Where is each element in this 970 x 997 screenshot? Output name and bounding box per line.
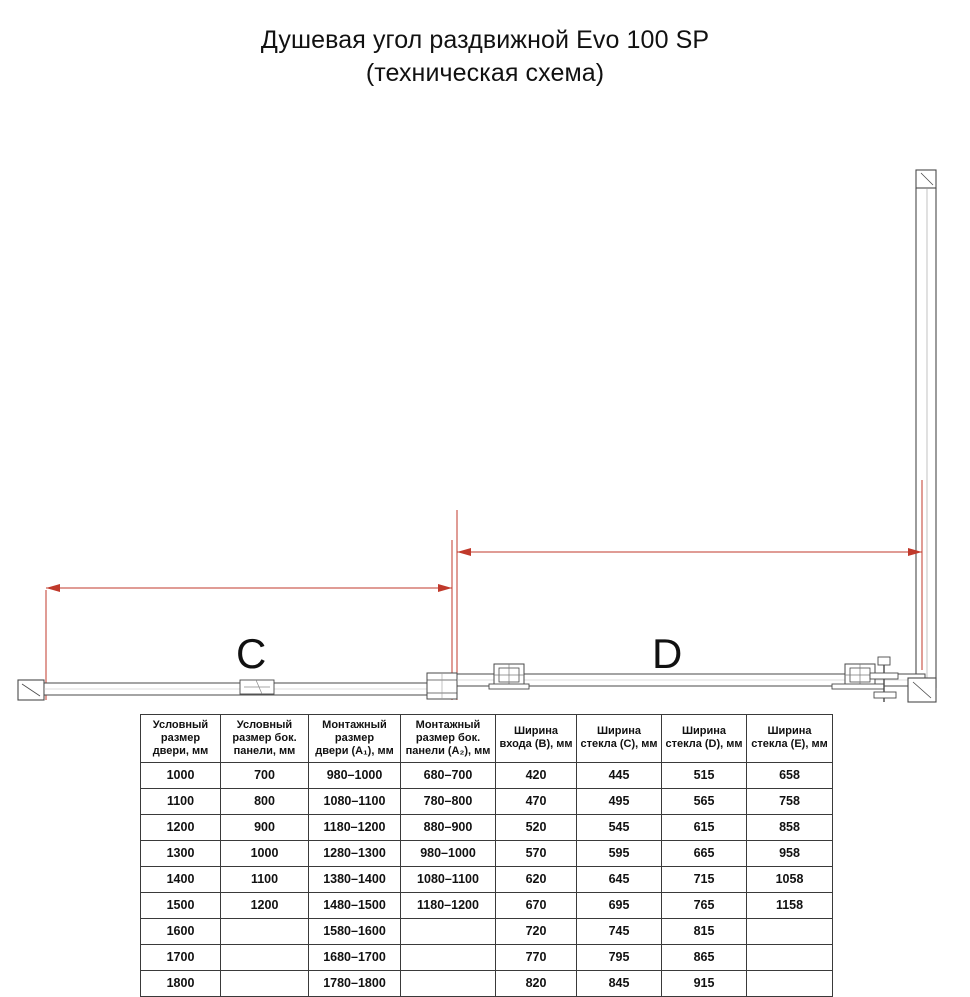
cell: 545 bbox=[577, 814, 662, 840]
cell: 1180–1200 bbox=[309, 814, 401, 840]
title-line-1: Душевая угол раздвижной Evo 100 SP bbox=[260, 26, 710, 54]
col-header-6: Ширина стекла (D), мм bbox=[662, 715, 747, 763]
col-header-1: Условный размер бок. панели, мм bbox=[221, 715, 309, 763]
cell-empty bbox=[747, 944, 833, 970]
col-header-7: Ширина стекла (E), мм bbox=[747, 715, 833, 763]
table-row bbox=[141, 788, 833, 814]
cell: 515 bbox=[662, 762, 747, 788]
title-line-2: (техническая схема) bbox=[365, 59, 605, 87]
drawing-svg bbox=[0, 140, 970, 720]
table-row bbox=[141, 762, 833, 788]
dimension-label-d: D bbox=[652, 630, 683, 677]
cell: 1158 bbox=[747, 892, 833, 918]
cell: 765 bbox=[662, 892, 747, 918]
cell: 470 bbox=[496, 788, 577, 814]
cell: 1700 bbox=[141, 944, 221, 970]
cell: 658 bbox=[747, 762, 833, 788]
cell: 1500 bbox=[141, 892, 221, 918]
cell: 620 bbox=[496, 866, 577, 892]
table-row bbox=[141, 840, 833, 866]
cell: 795 bbox=[577, 944, 662, 970]
col-header-4: Ширина входа (B), мм bbox=[496, 715, 577, 763]
center-junction-profile bbox=[427, 673, 457, 699]
cell-empty bbox=[401, 918, 496, 944]
table-row bbox=[141, 918, 833, 944]
cell: 958 bbox=[747, 840, 833, 866]
technical-drawing bbox=[0, 140, 970, 720]
cell: 420 bbox=[496, 762, 577, 788]
col-header-3: Монтажный размер бок. панели (A₂), мм bbox=[401, 715, 496, 763]
cell: 700 bbox=[221, 762, 309, 788]
cell: 1400 bbox=[141, 866, 221, 892]
vertical-profile-right bbox=[916, 170, 936, 688]
cell: 900 bbox=[221, 814, 309, 840]
cell: 1080–1100 bbox=[309, 788, 401, 814]
table-row bbox=[141, 970, 833, 996]
cell: 1000 bbox=[141, 762, 221, 788]
table-header-row bbox=[141, 715, 833, 763]
cell: 1600 bbox=[141, 918, 221, 944]
cell: 665 bbox=[662, 840, 747, 866]
cell: 670 bbox=[496, 892, 577, 918]
cell: 1380–1400 bbox=[309, 866, 401, 892]
cell: 1080–1100 bbox=[401, 866, 496, 892]
cell: 570 bbox=[496, 840, 577, 866]
cell: 1000 bbox=[221, 840, 309, 866]
table-row bbox=[141, 944, 833, 970]
cell: 1300 bbox=[141, 840, 221, 866]
cell: 1480–1500 bbox=[309, 892, 401, 918]
cell: 615 bbox=[662, 814, 747, 840]
cell: 820 bbox=[496, 970, 577, 996]
cell: 1100 bbox=[221, 866, 309, 892]
cell-empty bbox=[221, 970, 309, 996]
cell: 980–1000 bbox=[401, 840, 496, 866]
cell: 745 bbox=[577, 918, 662, 944]
cell-empty bbox=[401, 970, 496, 996]
cell: 858 bbox=[747, 814, 833, 840]
table-body bbox=[141, 762, 833, 996]
specification-table bbox=[140, 714, 833, 997]
cell: 880–900 bbox=[401, 814, 496, 840]
cell: 980–1000 bbox=[309, 762, 401, 788]
cell: 695 bbox=[577, 892, 662, 918]
cell: 520 bbox=[496, 814, 577, 840]
cell: 1280–1300 bbox=[309, 840, 401, 866]
cell: 815 bbox=[662, 918, 747, 944]
cell: 1180–1200 bbox=[401, 892, 496, 918]
cell: 645 bbox=[577, 866, 662, 892]
cell: 445 bbox=[577, 762, 662, 788]
cell: 758 bbox=[747, 788, 833, 814]
cell-empty bbox=[221, 944, 309, 970]
cell: 1580–1600 bbox=[309, 918, 401, 944]
col-header-0: Условный размер двери, мм bbox=[141, 715, 221, 763]
cell: 1680–1700 bbox=[309, 944, 401, 970]
cell: 1200 bbox=[141, 814, 221, 840]
cell-empty bbox=[747, 970, 833, 996]
cell: 595 bbox=[577, 840, 662, 866]
cell-empty bbox=[401, 944, 496, 970]
col-header-2: Монтажный размер двери (A₁), мм bbox=[309, 715, 401, 763]
roller-carriage-left bbox=[489, 664, 529, 689]
cell: 715 bbox=[662, 866, 747, 892]
cell: 1780–1800 bbox=[309, 970, 401, 996]
cell: 495 bbox=[577, 788, 662, 814]
table-row bbox=[141, 866, 833, 892]
cell: 565 bbox=[662, 788, 747, 814]
cell: 845 bbox=[577, 970, 662, 996]
left-panel-handle bbox=[240, 680, 274, 694]
cell: 915 bbox=[662, 970, 747, 996]
cell: 1058 bbox=[747, 866, 833, 892]
cell: 1100 bbox=[141, 788, 221, 814]
cell-empty bbox=[221, 918, 309, 944]
cell: 1200 bbox=[221, 892, 309, 918]
cell: 865 bbox=[662, 944, 747, 970]
cell: 770 bbox=[496, 944, 577, 970]
col-header-5: Ширина стекла (C), мм bbox=[577, 715, 662, 763]
cell: 800 bbox=[221, 788, 309, 814]
cell: 680–700 bbox=[401, 762, 496, 788]
dimension-label-c: C bbox=[236, 630, 267, 677]
cell-empty bbox=[747, 918, 833, 944]
page-title bbox=[0, 24, 970, 90]
table-row bbox=[141, 814, 833, 840]
cell: 780–800 bbox=[401, 788, 496, 814]
cell: 720 bbox=[496, 918, 577, 944]
bottom-rail-assembly bbox=[18, 657, 936, 702]
cell: 1800 bbox=[141, 970, 221, 996]
table-row bbox=[141, 892, 833, 918]
